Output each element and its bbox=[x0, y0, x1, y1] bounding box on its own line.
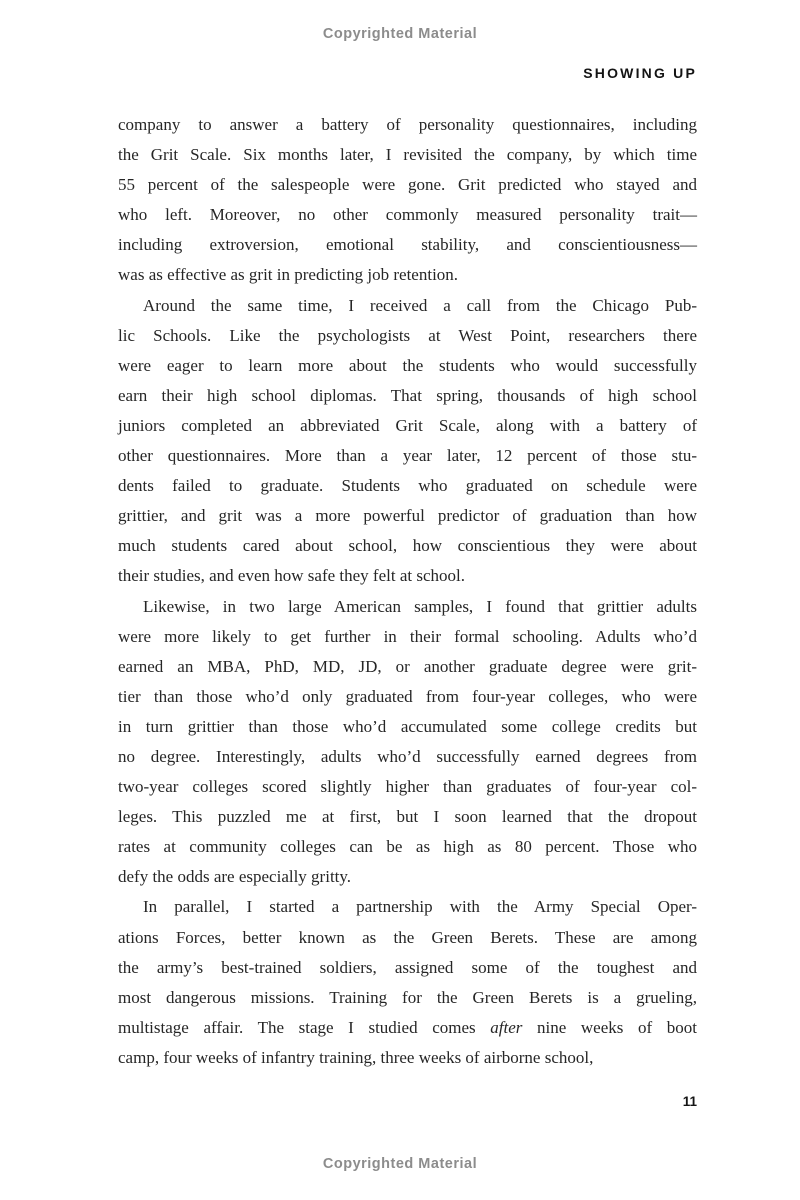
paragraph bbox=[118, 592, 697, 893]
text-line: earn their high school diplomas. That spring, thousands of high school bbox=[118, 385, 697, 405]
text-line: tier than those who’d only graduated from four-year colleges, who were bbox=[118, 686, 697, 706]
text-line: juniors completed an abbreviated Grit Scale, along with a battery of bbox=[118, 415, 697, 435]
text-line: 55 percent of the salespeople were gone. Grit predicted who stayed and bbox=[118, 175, 697, 195]
text-line: their studies, and even how safe they felt at school. bbox=[118, 566, 465, 586]
running-head: SHOWING UP bbox=[583, 65, 697, 81]
text-line: Around the same time, I received a call from the Chicago Pub- bbox=[143, 295, 697, 315]
text-line: multistage affair. The stage I studied comes after nine weeks of boot bbox=[118, 1017, 697, 1037]
text-line: the army’s best-trained soldiers, assigned some of the toughest and bbox=[118, 957, 697, 977]
text-line: was as effective as grit in predicting job retention. bbox=[118, 265, 459, 285]
paragraph bbox=[118, 892, 697, 1073]
text-line: rates at community colleges can be as high as 80 percent. Those who bbox=[118, 837, 697, 857]
text-line: were eager to learn more about the students who would successfully bbox=[118, 355, 697, 375]
text-line: much students cared about school, how conscientious they were about bbox=[118, 536, 697, 556]
text-line: camp, four weeks of infantry training, three weeks of airborne school, bbox=[118, 1047, 594, 1067]
text-line: defy the odds are especially gritty. bbox=[118, 867, 352, 887]
page-body-text bbox=[118, 110, 697, 1073]
watermark-top: Copyrighted Material bbox=[322, 26, 478, 42]
text-line: leges. This puzzled me at first, but I soon learned that the dropout bbox=[118, 807, 697, 827]
text-line: lic Schools. Like the psychologists at West Point, researchers there bbox=[118, 325, 697, 345]
text-line: who left. Moreover, no other commonly measured personality trait— bbox=[118, 205, 697, 225]
text-line: grittier, and grit was a more powerful predictor of graduation than how bbox=[118, 506, 697, 526]
text-line: in turn grittier than those who’d accumulated some college credits but bbox=[118, 716, 697, 736]
text-line: the Grit Scale. Six months later, I revisited the company, by which time bbox=[118, 145, 697, 165]
text-line: other questionnaires. More than a year later, 12 percent of those stu- bbox=[118, 446, 697, 466]
text-line: company to answer a battery of personality questionnaires, including bbox=[118, 115, 697, 134]
text-line: Likewise, in two large American samples, I found that grittier adults bbox=[143, 596, 697, 616]
paragraph bbox=[118, 110, 697, 291]
text-line: dents failed to graduate. Students who graduated on schedule were bbox=[118, 476, 697, 496]
text-line: including extroversion, emotional stability, and conscientiousness— bbox=[118, 235, 697, 255]
text-line: earned an MBA, PhD, MD, JD, or another graduate degree were grit- bbox=[118, 656, 697, 676]
text-line: ations Forces, better known as the Green Berets. These are among bbox=[118, 927, 697, 947]
text-line: In parallel, I started a partnership with the Army Special Oper- bbox=[143, 897, 697, 917]
text-line: two-year colleges scored slightly higher than graduates of four-year col- bbox=[118, 777, 697, 797]
paragraph bbox=[118, 291, 697, 592]
page-number: 11 bbox=[682, 1094, 697, 1109]
text-line: were more likely to get further in their formal schooling. Adults who’d bbox=[118, 626, 697, 646]
text-line: no degree. Interestingly, adults who’d successfully earned degrees from bbox=[118, 746, 697, 766]
watermark-bottom: Copyrighted Material bbox=[322, 1156, 478, 1172]
text-line: most dangerous missions. Training for the Green Berets is a grueling, bbox=[118, 987, 697, 1007]
